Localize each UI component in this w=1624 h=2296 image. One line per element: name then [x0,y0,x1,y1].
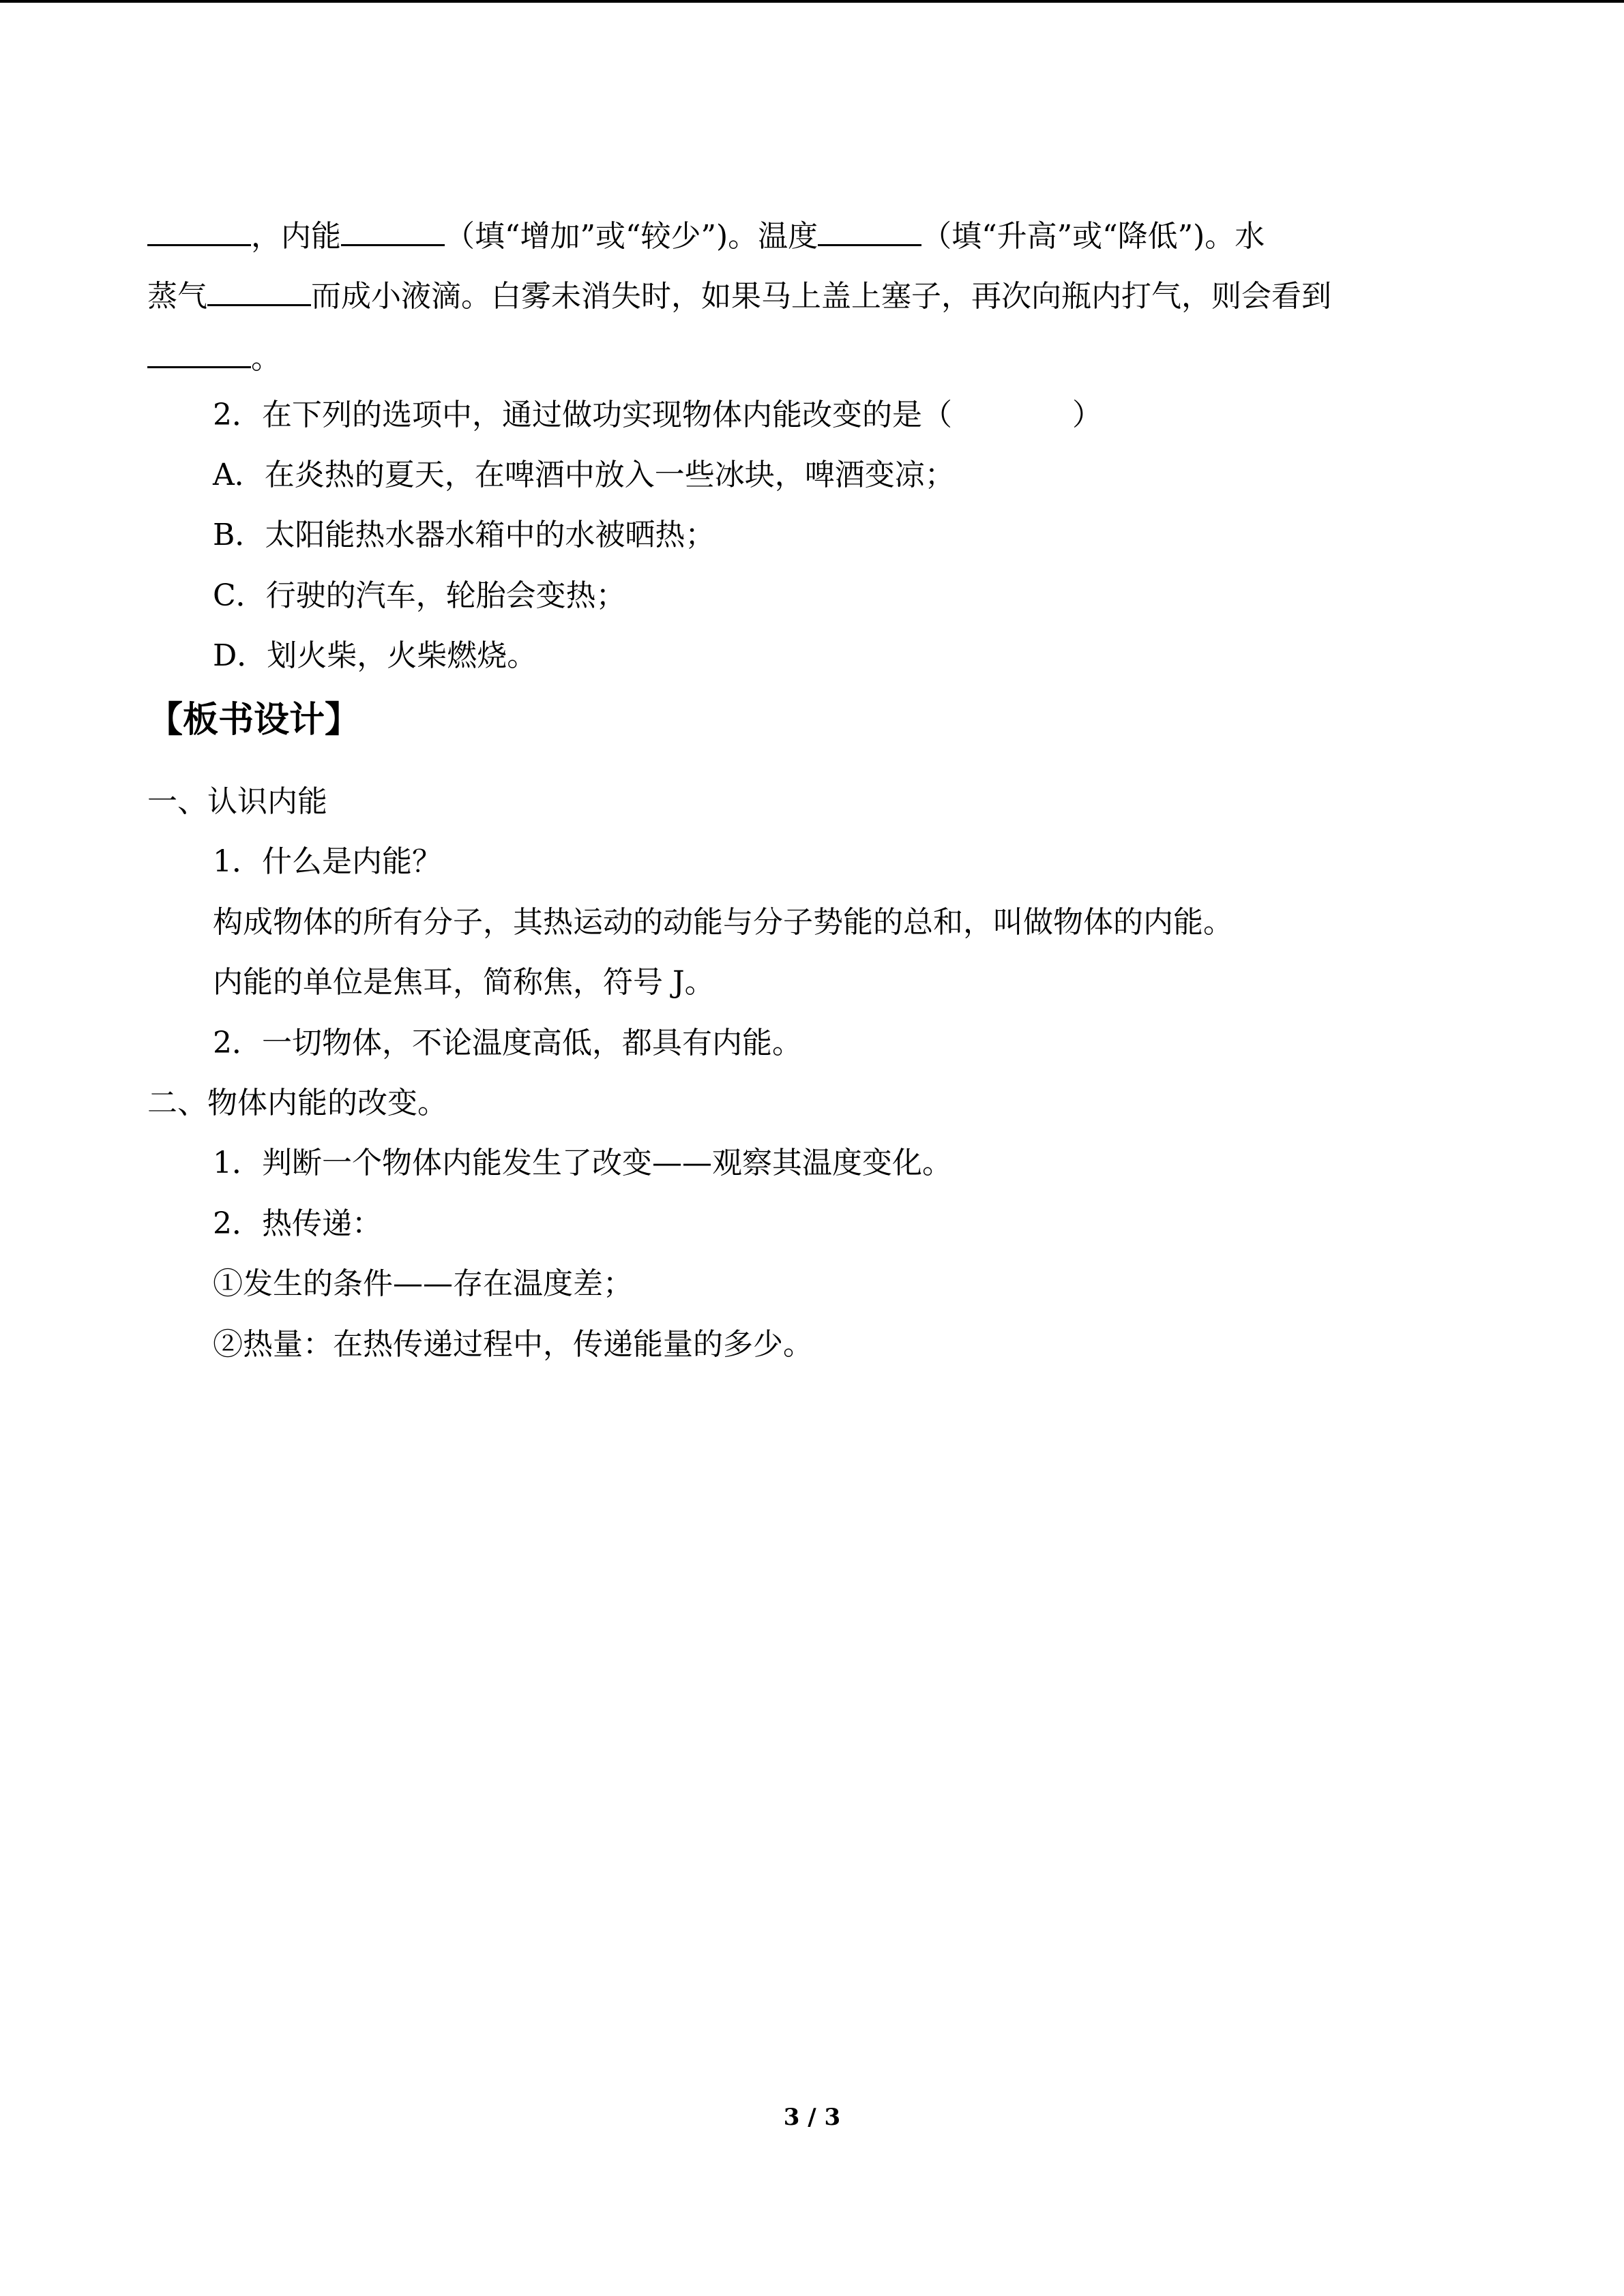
q1-text: 而成小液滴。白雾未消失时，如果马上盖上塞子，再次向瓶内打气，则会看到 [311,279,1331,314]
q2-option-a: A．在炎热的夏天，在啤酒中放入一些冰块，啤酒变凉； [213,458,955,492]
section-2-item-1: 1．判断一个物体内能发生了改变——观察其温度变化。 [213,1146,952,1180]
q1-text: 。 [251,341,281,376]
q1-line-3 [147,339,281,378]
q2-option-b: B．太阳能热水器水箱中的水被晒热； [213,518,715,552]
section-1-title: 一、认识内能 [147,784,327,819]
board-heading: 【板书设计】 [147,699,361,741]
q1-text: ，内能 [251,219,341,254]
q1-text: 蒸气 [147,279,207,314]
q2-option-d: D．划火柴，火柴燃烧。 [213,638,537,673]
answer-blank [818,217,921,246]
q2-question: 2．在下列的选项中，通过做功实现物体内能改变的是（ ） [213,398,1102,432]
q1-line-2 [147,277,1331,316]
q1-text: （填“增加”或“较少”)。温度 [445,219,818,254]
section-2-item-2: 2．热传递： [213,1206,382,1241]
answer-blank [341,217,445,246]
section-2-sub-1: ①发生的条件——存在温度差； [213,1266,633,1301]
section-1-item-1: 1．什么是内能？ [213,844,442,879]
section-1-item-2: 2．一切物体，不论温度高低，都具有内能。 [213,1026,802,1060]
answer-blank [207,277,311,306]
q2-option-c: C．行驶的汽车，轮胎会变热； [213,578,626,613]
page-number: 3 / 3 [783,2104,841,2131]
section-1-definition: 构成物体的所有分子，其热运动的动能与分子势能的总和，叫做物体的内能。 [213,905,1233,940]
section-2-sub-2: ②热量：在热传递过程中，传递能量的多少。 [213,1327,813,1362]
q1-text: （填“升高”或“降低”)。水 [921,219,1265,254]
top-border-line [0,0,1624,3]
answer-blank [147,217,251,246]
section-1-unit: 内能的单位是焦耳，简称焦，符号 J。 [213,965,715,1000]
section-2-title: 二、物体内能的改变。 [147,1086,447,1120]
q1-line-1 [147,217,1265,256]
answer-blank [147,339,251,368]
